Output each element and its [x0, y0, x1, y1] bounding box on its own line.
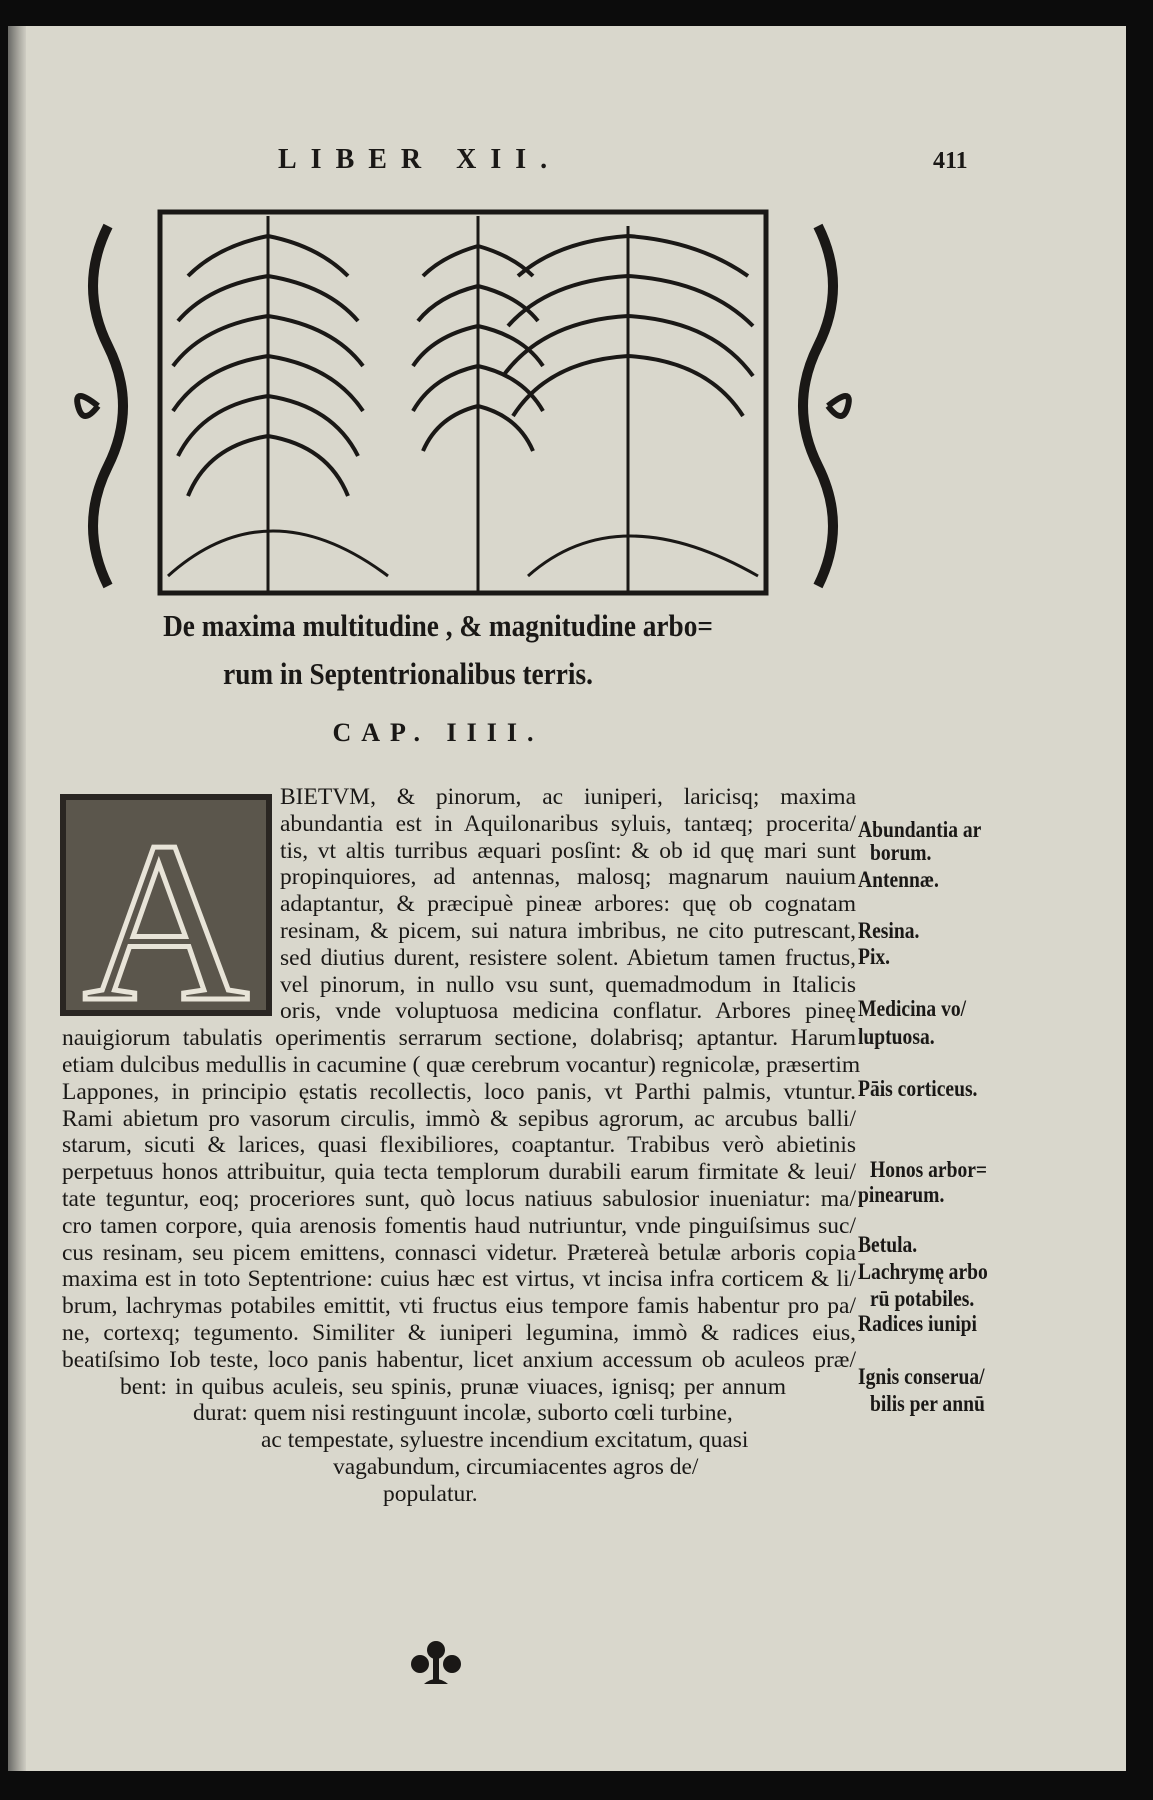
body-line: durat: quem nisi restinguunt incolæ, suborto cœli turbine,: [193, 1400, 733, 1427]
drop-cap-letter: A: [82, 794, 250, 1016]
book-spine: [8, 26, 26, 1771]
chapter-number: CAP. IIII.: [332, 718, 544, 747]
woodcut-illustration-trees: [68, 206, 858, 601]
margin-note: rū potabiles.: [870, 1286, 975, 1311]
running-title: LIBER XII.: [278, 144, 562, 175]
chapter-title-line-2: rum in Septentrionalibus terris.: [223, 656, 593, 691]
book-page: [8, 26, 1126, 1771]
body-line: Rami abietum pro vasorum circulis, immò & sepibus agrorum, ac arcubus balli/: [62, 1105, 856, 1132]
body-line: cus resinam, seu picem emittens, connasci videtur. Prætereà betulæ arboris copia: [62, 1239, 856, 1266]
drop-cap-woodcut: [60, 794, 272, 1016]
body-line: ac tempestate, syluestre incendium excitatum, quasi: [261, 1427, 749, 1454]
margin-note: Pāis corticeus.: [858, 1076, 978, 1101]
body-line: tate teguntur, eoq; proceriores sunt, quò locus natiuus sabulosior inueniatur: ma/: [62, 1186, 856, 1212]
body-line: BIETVM, & pinorum, ac iuniperi, laricisq; maxima: [280, 784, 856, 810]
margin-note: bilis per annū: [870, 1391, 985, 1416]
margin-note: Lachrymę arbo: [858, 1259, 988, 1284]
body-line: vagabundum, circumiacentes agros de/: [333, 1454, 699, 1480]
body-line: populatur.: [383, 1480, 478, 1507]
page-number: 411: [933, 148, 968, 174]
body-line: starum, sicuti & larices, quasi flexibiliores, coaptantur. Trabibus verò abietinis: [62, 1132, 856, 1159]
margin-note: pinearum.: [858, 1182, 945, 1207]
margin-note: Abundantia ar: [858, 817, 982, 842]
body-line: cro tamen corpore, quia arenosis fomentis haud nutriuntur, vnde pinguiſsimus suc/: [62, 1212, 856, 1239]
body-line: tis, vt altis turribus æquari posſint: & ob id quę mari sunt: [280, 837, 856, 864]
margin-note: Betula.: [858, 1232, 918, 1257]
body-line: propinquiores, ad antennas, malosq; magnarum nauium: [280, 864, 856, 891]
margin-note: borum.: [870, 840, 932, 865]
body-line: vel pinorum, in nullo vsu sunt, quemadmodum in Italicis: [280, 971, 856, 998]
body-line: beatiſsimo Iob teste, loco panis habentur, licet anxium accessum ob aculeos præ/: [62, 1346, 856, 1373]
body-line: maxima est in toto Septentrione: cuius hæc est virtus, vt incisa infra corticem & li/: [62, 1266, 856, 1293]
body-line: oris, vnde voluptuosa medicina conflatur. Arbores pineę: [280, 998, 856, 1025]
body-line: sed diutius durent, resistere solent. Abietum tamen fructus,: [280, 944, 856, 971]
body-line: resinam, & picem, sui natura imbribus, ne cito putrescant,: [280, 918, 856, 944]
margin-note: Resina.: [858, 918, 920, 943]
body-line: adaptantur, & præcipuè pineæ arbores: quę ob cognatam: [280, 891, 856, 918]
body-line: etiam dulcibus medullis in cacumine ( quæ cerebrum vocantur) regnicolæ, præsertim: [62, 1052, 861, 1078]
body-line: brum, lachrymas potabiles emittit, vti fructus eius tempore famis habentur pro pa/: [62, 1293, 856, 1320]
margin-note: Radices iunipi: [858, 1311, 977, 1336]
fleuron-ornament-icon: [406, 1638, 466, 1688]
margin-note: luptuosa.: [858, 1024, 935, 1049]
body-line: perpetuus honos attribuitur, quia tecta templorum durabili earum firmitate & leui/: [62, 1159, 856, 1186]
margin-note: Ignis conserua/: [858, 1364, 985, 1389]
body-line: nauigiorum tabulatis operimentis serrarum sectione, dolabrisq; aptantur. Harum: [62, 1025, 856, 1052]
body-line: Lappones, in principio ęstatis recollectis, loco panis, vt Parthi palmis, vtuntur.: [62, 1078, 856, 1105]
margin-note: Medicina vo/: [858, 996, 967, 1021]
margin-note: Honos arbor=: [870, 1157, 988, 1182]
body-line: ne, cortexq; tegumento. Similiter & iuniperi legumina, immò & radices eius,: [62, 1320, 856, 1346]
margin-note: Antennæ.: [858, 867, 939, 892]
chapter-title-line-1: De maxima multitudine , & magnitudine arbo=: [163, 608, 713, 643]
margin-note: Pix.: [858, 944, 891, 969]
body-line: abundantia est in Aquilonaribus syluis, tantæq; procerita/: [280, 810, 856, 837]
body-line: bent: in quibus aculeis, seu spinis, prunæ viuaces, ignisq; per annum: [120, 1373, 786, 1400]
